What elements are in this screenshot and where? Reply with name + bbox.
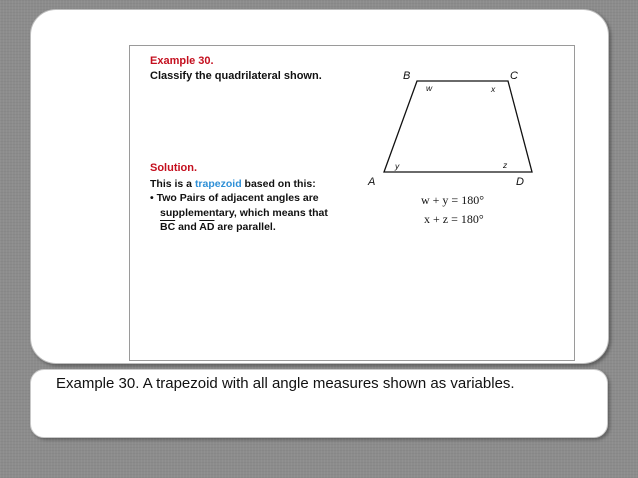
caption-text: Example 30. A trapezoid with all angle measures shown as variables.	[56, 375, 515, 392]
angle-w-label: w	[426, 83, 433, 93]
solution-heading: Solution.	[150, 162, 198, 174]
vertex-d-label: D	[516, 176, 524, 188]
slide-card	[30, 9, 609, 364]
bullet-end: are parallel.	[214, 220, 276, 233]
trapezoid-diagram	[130, 46, 574, 360]
vertex-a-label: A	[368, 176, 376, 188]
example-prompt: Classify the quadrilateral shown.	[150, 70, 322, 82]
vertex-c-label: C	[510, 70, 518, 82]
trapezoid-keyword: trapezoid	[194, 178, 242, 190]
segment-ad: $\overline{AD}$	[199, 220, 215, 233]
segment-bc: $\overline{BC}$	[160, 220, 176, 233]
solution-line-suffix: based on this:	[241, 178, 316, 190]
angle-y-label: y	[395, 161, 400, 171]
equation-w-y: w + y = 180°	[421, 193, 484, 207]
angle-z-label: z	[503, 160, 508, 170]
example-title: Example 30.	[150, 55, 214, 67]
caption-box	[30, 369, 608, 438]
bullet-text: • Two Pairs of adjacent angles are supplementary, which means that	[150, 192, 328, 219]
vertex-b-label: B	[403, 70, 411, 82]
angle-x-label: x	[491, 84, 496, 94]
trapezoid-shape	[384, 81, 532, 172]
solution-line-prefix: This is a	[150, 178, 195, 190]
example-figure	[129, 45, 575, 361]
bullet-mid: and	[175, 220, 200, 233]
equation-x-z: x + z = 180°	[424, 212, 484, 226]
